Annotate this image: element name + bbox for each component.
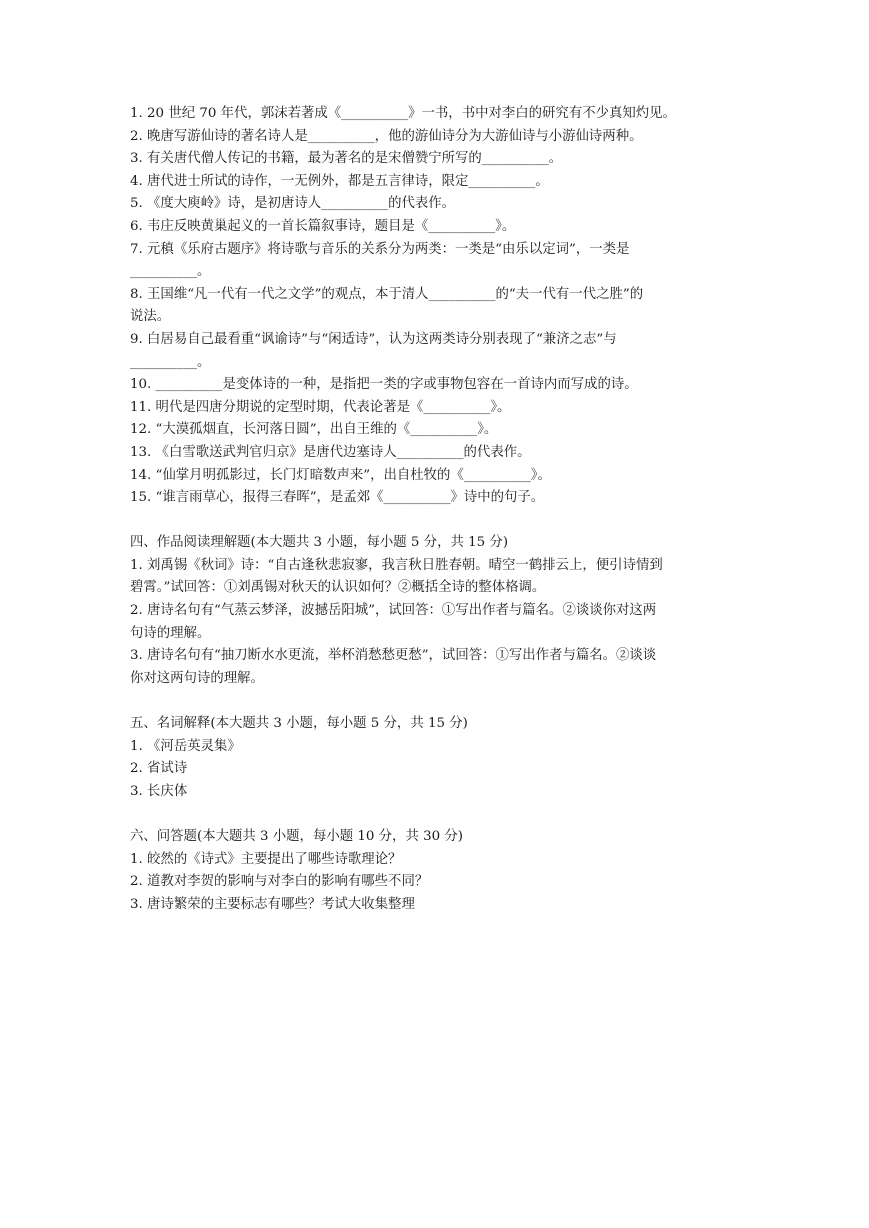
question-line: 9. 白居易自己最看重“讽谕诗”与“闲适诗”，认为这两类诗分别表现了“兼济之志”与 bbox=[130, 331, 617, 347]
question-line: 2. 省试诗 bbox=[130, 761, 188, 777]
question-line: 碧霄。”试回答：①刘禹锡对秋天的认识如何？②概括全诗的整体格调。 bbox=[130, 580, 546, 596]
section-title: 四、作品阅读理解题(本大题共 3 小题，每小题 5 分，共 15 分) bbox=[130, 535, 509, 551]
question-line: 11. 明代是四唐分期说的定型时期，代表论著是《__________》。 bbox=[130, 399, 511, 415]
question-line: 1. 刘禹锡《秋词》诗：“自古逢秋悲寂寥，我言秋日胜春朝。晴空一鹤排云上，便引诗情到 bbox=[130, 557, 663, 573]
question-line: 3. 唐诗繁荣的主要标志有哪些？考试大收集整理 bbox=[130, 896, 415, 912]
reading-comprehension-section bbox=[130, 532, 740, 690]
question-line: 10. __________是变体诗的一种，是指把一类的字或事物包容在一首诗内而写成的诗。 bbox=[130, 377, 638, 393]
question-line: __________。 bbox=[130, 264, 211, 280]
question-line: 13. 《白雪歌送武判官归京》是唐代边塞诗人__________的代表作。 bbox=[130, 444, 531, 460]
short-answer-section bbox=[130, 826, 740, 916]
question-line: 1. 皎然的《诗式》主要提出了哪些诗歌理论？ bbox=[130, 851, 402, 867]
question-line: 你对这两句诗的理解。 bbox=[130, 670, 264, 686]
question-line: 15. “谁言雨草心，报得三春晖”，是孟郊《__________》诗中的句子。 bbox=[130, 490, 545, 506]
fill-in-blank-section bbox=[130, 103, 740, 510]
exam-page bbox=[130, 103, 740, 916]
question-line: 1. 20 世纪 70 年代，郭沫若著成《__________》一书，书中对李白的研究有不少真知灼见。 bbox=[130, 106, 676, 121]
question-line: 6. 韦庄反映黄巢起义的一首长篇叙事诗，题目是《__________》。 bbox=[130, 218, 516, 234]
question-line: 14. “仙掌月明孤影过，长门灯暗数声来”，出自杜牧的《__________》。 bbox=[130, 467, 551, 483]
question-line: 7. 元稹《乐府古题序》将诗歌与音乐的关系分为两类：一类是“由乐以定词”，一类是 bbox=[130, 241, 630, 257]
spacer bbox=[130, 803, 740, 826]
spacer bbox=[130, 510, 740, 533]
question-line: 1. 《河岳英灵集》 bbox=[130, 738, 241, 754]
question-line: 12. “大漠孤烟直，长河落日圆”，出自王维的《__________》。 bbox=[130, 422, 498, 438]
question-line: 2. 道教对李贺的影响与对李白的影响有哪些不同？ bbox=[130, 874, 429, 890]
question-line: 3. 有关唐代僧人传记的书籍，最为著名的是宋僧赞宁所写的__________。 bbox=[130, 151, 563, 167]
question-line: __________。 bbox=[130, 354, 211, 370]
section-title: 六、问答题(本大题共 3 小题，每小题 10 分，共 30 分) bbox=[130, 829, 464, 844]
section-title: 五、名词解释(本大题共 3 小题，每小题 5 分，共 15 分) bbox=[130, 716, 468, 732]
question-line: 句诗的理解。 bbox=[130, 625, 211, 641]
spacer bbox=[130, 690, 740, 713]
question-line: 4. 唐代进士所试的诗作，一无例外，都是五言律诗，限定__________。 bbox=[130, 173, 549, 189]
question-line: 5. 《度大庾岭》诗，是初唐诗人__________的代表作。 bbox=[130, 196, 456, 212]
question-line: 2. 晚唐写游仙诗的著名诗人是__________，他的游仙诗分为大游仙诗与小游仙诗两种。 bbox=[130, 128, 643, 144]
term-explanation-section bbox=[130, 713, 740, 803]
question-line: 2. 唐诗名句有“气蒸云梦泽，波撼岳阳城”，试回答：①写出作者与篇名。②谈谈你对这两 bbox=[130, 603, 657, 619]
question-line: 8. 王国维“凡一代有一代之文学”的观点，本于清人__________的“夫一代有一代之胜”的 bbox=[130, 286, 644, 302]
question-line: 3. 唐诗名句有“抽刀断水水更流，举杯消愁愁更愁”，试回答：①写出作者与篇名。②谈谈 bbox=[130, 648, 657, 664]
question-line: 3. 长庆体 bbox=[130, 783, 188, 799]
question-line: 说法。 bbox=[130, 309, 171, 325]
